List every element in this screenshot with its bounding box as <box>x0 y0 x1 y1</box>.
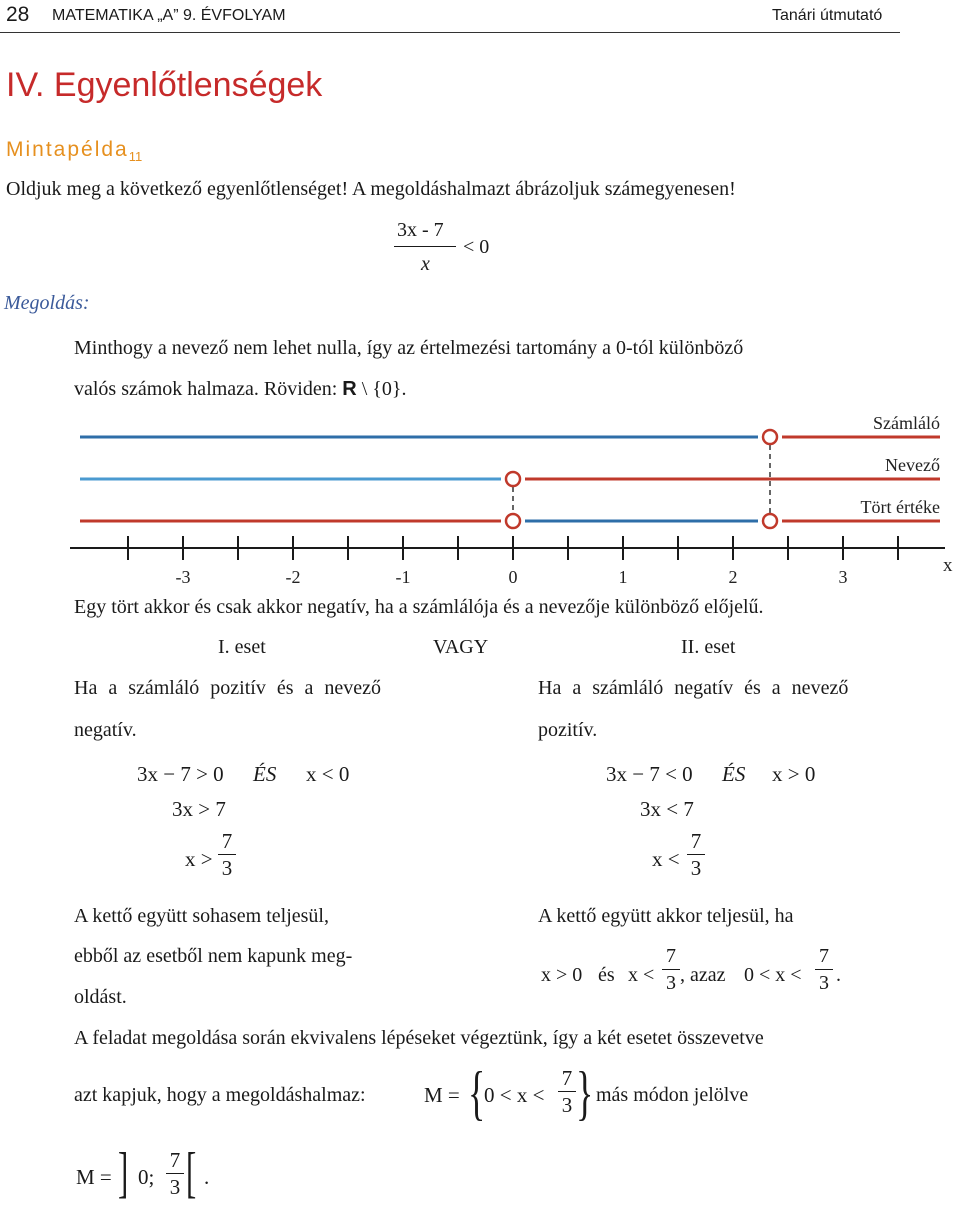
case-2-cond-b: x < <box>628 964 655 986</box>
real-numbers-symbol: R <box>342 378 357 400</box>
example-word: Mintapélda <box>6 138 129 161</box>
case-2-cond-fraction-2 <box>815 943 833 996</box>
final-interval-end: . <box>204 1165 210 1189</box>
case-2-text-line-2: pozitív. <box>538 719 598 741</box>
axis-tick-label: -1 <box>395 567 411 585</box>
final-line-2-suffix: más módon jelölve <box>596 1084 749 1106</box>
fraction-zero-point <box>506 514 520 528</box>
case-1-conclusion-line-2: ebből az esetből nem kapunk meg- <box>74 945 353 967</box>
axis-tick-label: 0 <box>508 567 518 585</box>
case-2-cond-fraction-2-numerator: 7 <box>819 945 829 967</box>
case-1-row-2: 3x > 7 <box>172 797 226 821</box>
task-text: Oldjuk meg a következő egyenlőtlenséget! A megoldáshalmazt ábrázoljuk számegyenesen! <box>6 178 736 200</box>
case-2-cond-azaz: , azaz <box>680 964 726 986</box>
final-interval-fraction-denominator: 3 <box>169 1175 181 1199</box>
case-1-fraction-denominator: 3 <box>221 856 233 880</box>
inequality-denominator: x <box>421 253 430 275</box>
denominator-zero-point <box>506 472 520 486</box>
course-name: MATEMATIKA „A” 9. ÉVFOLYAM <box>52 7 286 24</box>
page-number: 28 <box>6 3 30 26</box>
case-2-row-1-right: x > 0 <box>772 762 816 786</box>
header-rule <box>0 32 900 33</box>
final-interval-fraction <box>166 1147 184 1200</box>
interval-left-bracket: ] <box>118 1142 129 1204</box>
set-left-brace: { <box>468 1060 486 1126</box>
guide-label: Tanári útmutató <box>772 7 883 24</box>
axis-tick-label: -3 <box>175 567 191 585</box>
case-2-cond-c: 0 < x < <box>744 964 802 986</box>
fraction-line-label: Tört értéke <box>860 497 940 517</box>
section-title: IV. Egyenlőtlenségek <box>6 66 323 104</box>
case-1-text-line-2: negatív. <box>74 719 137 741</box>
case-2-cond-es: és <box>598 964 615 986</box>
axis-tick-label: 2 <box>728 567 738 585</box>
example-number: 11 <box>128 149 143 165</box>
case-2-title: II. eset <box>681 636 736 658</box>
sign-rule: Egy tört akkor és csak akkor negatív, ha a számlálója és a nevezője különböző előjelű. <box>74 596 764 618</box>
axis-tick-labels <box>176 567 848 585</box>
set-right-brace: } <box>576 1060 594 1126</box>
axis-tick-label: 3 <box>838 567 848 585</box>
case-1-fraction-numerator: 7 <box>221 829 233 853</box>
case-1-fraction <box>218 828 236 881</box>
domain-line-1: Minthogy a nevező nem lehet nulla, így az értelmezési tartomány a 0-tól különböző <box>74 337 744 359</box>
final-interval-lhs: M = <box>76 1165 112 1189</box>
denominator-line-label: Nevező <box>885 455 940 475</box>
solution-label: Megoldás: <box>4 292 90 314</box>
case-2-text-line-1: Ha a számláló negatív és a nevező <box>538 677 849 699</box>
case-1-row-1-left: 3x − 7 > 0 <box>137 762 224 786</box>
case-1-row-1-right: x < 0 <box>306 762 350 786</box>
case-1-row-3-lhs: x > <box>185 847 213 871</box>
case-1-text-line-1: Ha a számláló pozitív és a nevező <box>74 677 381 699</box>
case-2-cond-fraction-denominator: 3 <box>666 972 676 994</box>
final-set-inner: 0 < x < <box>484 1083 545 1107</box>
case-2-cond-fraction-numerator: 7 <box>666 945 676 967</box>
case-2-fraction <box>687 828 705 881</box>
case-2-conclusion-line-1: A kettő együtt akkor teljesül, ha <box>538 905 794 927</box>
number-axis <box>70 536 945 560</box>
case-1-conclusion-line-3: oldást. <box>74 986 127 1008</box>
sign-chart <box>0 415 960 585</box>
case-2-cond-a: x > 0 <box>541 964 583 986</box>
or-word: VAGY <box>433 636 489 658</box>
case-2-cond-fraction <box>662 943 680 996</box>
case-2-row-1-and: ÉS <box>722 762 746 786</box>
inequality-fraction-bar <box>394 246 456 247</box>
domain-line-2-prefix: valós számok halmaza. Röviden: <box>74 378 343 400</box>
numerator-line-label: Számláló <box>873 415 940 433</box>
case-2-row-2: 3x < 7 <box>640 797 694 821</box>
sign-lines <box>80 430 940 528</box>
case-1-title: I. eset <box>218 636 266 658</box>
final-interval-fraction-numerator: 7 <box>169 1148 181 1172</box>
axis-tick-label: 1 <box>618 567 628 585</box>
final-set-fraction-denominator: 3 <box>561 1093 573 1117</box>
final-set-lhs: M = <box>424 1083 460 1107</box>
fraction-root-point <box>763 514 777 528</box>
inequality-numerator: 3x - 7 <box>397 219 444 241</box>
numerator-root-point <box>763 430 777 444</box>
domain-line-2 <box>74 378 406 401</box>
case-2-fraction-numerator: 7 <box>690 829 702 853</box>
example-label <box>6 138 142 164</box>
final-line-2-prefix: azt kapjuk, hogy a megoldáshalmaz: <box>74 1084 366 1106</box>
final-set-fraction <box>558 1065 576 1118</box>
case-2-row-3-lhs: x < <box>652 847 680 871</box>
case-1-conclusion-line-1: A kettő együtt sohasem teljesül, <box>74 905 329 927</box>
case-2-cond-fraction-2-denominator: 3 <box>819 972 829 994</box>
case-2-cond-end: . <box>836 964 841 986</box>
final-line-1: A feladat megoldása során ekvivalens lépéseket végeztünk, így a két esetet összevetve <box>74 1027 764 1049</box>
axis-label: x <box>943 555 953 576</box>
final-interval-inner: 0; <box>138 1165 155 1189</box>
case-2-row-1-left: 3x − 7 < 0 <box>606 762 693 786</box>
inequality-relation: < 0 <box>463 236 490 258</box>
case-1-row-1-and: ÉS <box>253 762 277 786</box>
axis-tick-label: -2 <box>285 567 301 585</box>
interval-right-bracket: [ <box>186 1142 197 1204</box>
case-2-fraction-denominator: 3 <box>690 856 702 880</box>
final-set-fraction-numerator: 7 <box>561 1066 573 1090</box>
domain-set-rest: \ {0}. <box>356 378 407 400</box>
